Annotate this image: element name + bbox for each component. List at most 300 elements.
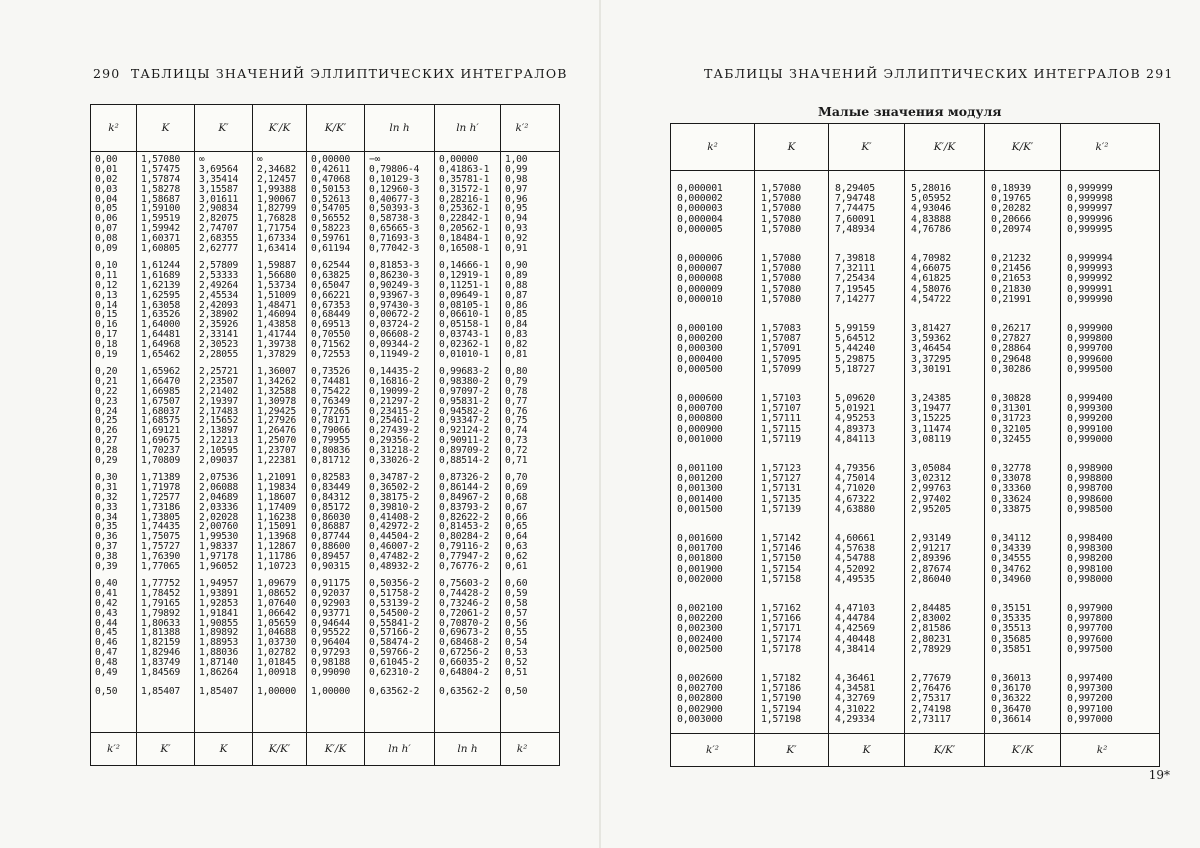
left-header-cell: ln h	[365, 105, 435, 151]
left-table-cell: 2,07536	[199, 472, 239, 483]
left-table-cell: 0,05	[95, 203, 118, 215]
left-footer-cell: K′/K	[307, 733, 365, 765]
left-row-group	[137, 261, 194, 360]
right-table-cell: 0,002100	[677, 603, 723, 614]
signature-mark: 19*	[1148, 768, 1170, 782]
right-table-cell: 1,57150	[761, 553, 801, 565]
left-table-cell: 1,79165	[141, 597, 181, 609]
left-table-cell: 0,51758-2	[369, 587, 420, 599]
left-table-cell: 0,40677-3	[369, 193, 420, 205]
left-table-cell: 2,03336	[199, 501, 239, 513]
left-page-number: 290	[93, 66, 121, 81]
right-row-group	[985, 394, 1060, 445]
left-table-cell: 0,79066	[311, 425, 351, 437]
left-table-cell: 0,98188	[311, 657, 351, 669]
left-table-cell: 0,06610-1	[439, 309, 490, 321]
left-table-cell: 0,59761	[311, 233, 351, 245]
left-table-cell: 0,93771	[311, 607, 351, 619]
right-table-cell: 4,95253	[835, 413, 875, 425]
left-row-group	[365, 367, 434, 466]
right-table-cell: 4,38414	[835, 643, 875, 655]
left-table-cell: 0,94	[505, 213, 528, 225]
right-running-head	[704, 66, 1174, 81]
left-table-cell: 0,86	[505, 299, 528, 311]
right-row-group	[985, 604, 1060, 655]
right-table-cell: 0,33624	[991, 493, 1031, 505]
left-table-cell: 2,13897	[199, 425, 239, 437]
right-table	[670, 123, 1160, 767]
left-table-cell: 1,66985	[141, 385, 181, 397]
left-table-cell: 1,88036	[199, 647, 239, 659]
left-table-cell: 1,77752	[141, 578, 181, 589]
right-table-cell: 1,57190	[761, 693, 801, 705]
left-table-cell: 0,42	[95, 597, 118, 609]
right-table-cell: 1,57186	[761, 683, 801, 695]
left-table-cell: 1,05659	[257, 617, 297, 629]
left-table-cell: 0,86887	[311, 521, 351, 533]
left-row-group	[137, 579, 194, 678]
left-table-cell: 0,25362-1	[439, 203, 490, 215]
left-table-cell: 1,82159	[141, 637, 181, 649]
right-table-cell: 0,31301	[991, 403, 1031, 415]
left-table-cell: 0,91	[505, 243, 528, 255]
left-table-cell: 0,96404	[311, 637, 351, 649]
left-table-cell: 0,78	[505, 385, 528, 397]
left-table-cell: 0,20562-1	[439, 223, 490, 235]
right-table-cell: 0,002900	[677, 703, 723, 715]
right-row-group	[905, 674, 984, 725]
left-table-cell: 1,60805	[141, 243, 181, 255]
left-table-cell: 0,31218-2	[369, 445, 420, 457]
right-table-cell: 0,29648	[991, 353, 1031, 365]
left-table-cell: 1,27926	[257, 415, 297, 427]
left-table-cell: 1,17409	[257, 501, 297, 513]
left-table-cell: 0,54705	[311, 203, 351, 215]
left-table-cell: 0,21	[95, 375, 118, 387]
right-table-cell: 2,81586	[911, 623, 951, 635]
left-table-cell: 0,48932-2	[369, 561, 420, 573]
left-table-cell: 0,49	[95, 667, 118, 679]
left-table-cell: −∞	[369, 154, 381, 165]
left-table-cell: 0,97293	[311, 647, 351, 659]
right-table-cell: 0,999995	[1067, 223, 1113, 235]
left-table-cell: 0,02	[95, 173, 118, 185]
right-table-cell: 1,57198	[761, 713, 801, 725]
left-table-cell: 0,19099-2	[369, 385, 420, 397]
left-table-cell: 0,06608-2	[369, 329, 420, 341]
left-table-cell: 2,09037	[199, 455, 239, 467]
right-table-cell: 0,001600	[677, 533, 723, 544]
left-table-cell: 0,74481	[311, 375, 351, 387]
right-table-cell: 7,94748	[835, 193, 875, 205]
left-table-cell: 0,63	[505, 541, 528, 553]
right-table-cell: 0,33875	[991, 503, 1031, 515]
left-table-cell: 1,30978	[257, 395, 297, 407]
left-table-cell: 1,91841	[199, 607, 239, 619]
left-table-cell: 0,81453-2	[439, 521, 490, 533]
left-table-cell: 0,33026-2	[369, 455, 420, 467]
left-table-cell: 1,61689	[141, 269, 181, 281]
right-table-cell: 0,997900	[1067, 603, 1113, 614]
left-table-cell: 1,64000	[141, 319, 181, 331]
left-table-cell: 0,82583	[311, 472, 351, 483]
right-table-cell: 0,000007	[677, 263, 723, 275]
left-table-cell: 0,02362-1	[439, 339, 490, 351]
left-table-cell: ∞	[199, 154, 205, 165]
left-table-cell: 0,64	[505, 531, 528, 543]
left-table-cell: 0,59	[505, 587, 528, 599]
left-table-cell: 0,07	[95, 223, 118, 235]
left-table-cell: 2,02028	[199, 511, 239, 523]
right-table-cell: 0,36013	[991, 673, 1031, 684]
right-table-cell: 4,61825	[911, 273, 951, 285]
right-table-cell: 2,73117	[911, 713, 951, 725]
right-table-cell: 0,997400	[1067, 673, 1113, 684]
left-table-cell: 0,25	[95, 415, 118, 427]
left-table-cell: 0,54500-2	[369, 607, 420, 619]
right-table-cell: 4,54788	[835, 553, 875, 565]
left-table-cell: 0,71	[505, 455, 528, 467]
right-table-cell: 0,000004	[677, 213, 723, 225]
left-table-body	[91, 151, 559, 733]
left-table-cell: 0,62544	[311, 260, 351, 271]
left-table-cell: 0,36	[95, 531, 118, 543]
right-table-cell: 0,000008	[677, 273, 723, 285]
left-table-cell: 1,06642	[257, 607, 297, 619]
right-page-number: 291	[1146, 66, 1174, 81]
left-table-cell: 0,69	[505, 481, 528, 493]
right-table-cell: 1,57142	[761, 533, 801, 544]
left-table-cell: 0,53139-2	[369, 597, 420, 609]
right-table-cell: 3,11474	[911, 423, 951, 435]
right-table-cell: 4,93046	[911, 203, 951, 215]
left-table-cell: 0,23415-2	[369, 405, 420, 417]
right-table-cell: 2,87674	[911, 563, 951, 575]
right-table-cell: 2,75317	[911, 693, 951, 705]
left-table-cell: 2,90834	[199, 203, 239, 215]
right-table-cell: 5,99159	[835, 323, 875, 334]
left-table-cell: 1,53734	[257, 279, 297, 291]
right-table-cell: 0,28864	[991, 343, 1031, 355]
right-table-cell: 4,29334	[835, 713, 875, 725]
left-table-cell: 0,11949-2	[369, 349, 420, 361]
left-table-cell: 0,12960-3	[369, 183, 420, 195]
left-table-cell: 0,14666-1	[439, 260, 490, 271]
left-row-group	[501, 155, 543, 254]
left-table-cell: 0,84967-2	[439, 491, 490, 503]
right-header-cell: K′	[829, 124, 905, 170]
left-table-cell: 0,08105-1	[439, 299, 490, 311]
left-table-cell: 1,75727	[141, 541, 181, 553]
right-table-cell: 7,25434	[835, 273, 875, 285]
left-footer-cell: k²	[516, 743, 528, 755]
left-table-cell: 0,42972-2	[369, 521, 420, 533]
left-table-cell: 0,52	[505, 657, 528, 669]
right-table-cell: 0,002300	[677, 623, 723, 635]
right-table-cell: 4,58076	[911, 283, 951, 295]
right-table-cell: 0,27827	[991, 333, 1031, 345]
right-table-cell: 1,57162	[761, 603, 801, 614]
left-table-cell: 3,01611	[199, 193, 239, 205]
right-table-cell: 1,57080	[761, 273, 801, 285]
right-table-cell: 0,998700	[1067, 483, 1113, 495]
left-table-footer	[91, 732, 559, 765]
right-table-cell: 0,35685	[991, 633, 1031, 645]
left-row-group	[253, 367, 306, 466]
right-table-cell: 0,999999	[1067, 183, 1113, 194]
right-table-cell: 4,67322	[835, 493, 875, 505]
right-table-cell: 7,60091	[835, 213, 875, 225]
left-table-cell: 0,96	[505, 193, 528, 205]
left-table-cell: 0,95	[505, 203, 528, 215]
left-table-cell: 0,65	[505, 521, 528, 533]
right-row-group	[829, 674, 904, 725]
left-table-cell: 0,85172	[311, 501, 351, 513]
right-table-cell: 0,999400	[1067, 393, 1113, 404]
left-table-cell: 0,36502-2	[369, 481, 420, 493]
right-table-cell: 1,57154	[761, 563, 801, 575]
left-row-group	[365, 579, 434, 678]
left-table-cell: 0,80	[505, 366, 528, 377]
right-table-cell: 1,57127	[761, 473, 801, 485]
right-row-group	[985, 184, 1060, 235]
right-table-cell: 4,75014	[835, 473, 875, 485]
right-table-cell: 0,997800	[1067, 613, 1113, 625]
right-table-cell: 0,21232	[991, 253, 1031, 264]
left-table-cell: 1,19834	[257, 481, 297, 493]
left-table-cell: 1,64968	[141, 339, 181, 351]
right-table-cell: 0,002700	[677, 683, 723, 695]
left-table-cell: 0,16816-2	[369, 375, 420, 387]
left-table-cell: 0,89709-2	[439, 445, 490, 457]
left-table-cell: 2,62777	[199, 243, 239, 255]
right-table-cell: 1,57080	[761, 183, 801, 194]
left-row-group	[253, 473, 306, 572]
left-table-cell: 0,69673-2	[439, 627, 490, 639]
right-table-cell: 0,36170	[991, 683, 1031, 695]
right-table-cell: 0,002600	[677, 673, 723, 684]
right-header-cell: K′/K	[905, 124, 985, 170]
left-table-cell: 2,38902	[199, 309, 239, 321]
right-table-cell: 2,86040	[911, 573, 951, 585]
left-table-cell: 0,27439-2	[369, 425, 420, 437]
left-table-cell: 0,14	[95, 299, 118, 311]
left-table-cell: 0,76	[505, 405, 528, 417]
right-table-cell: 4,54722	[911, 293, 951, 305]
right-table-cell: 5,01921	[835, 403, 875, 415]
left-table-cell: 1,82799	[257, 203, 297, 215]
left-running-head	[93, 66, 568, 81]
right-table-cell: 0,999200	[1067, 413, 1113, 425]
left-table-cell: 1,39738	[257, 339, 297, 351]
right-table-cell: 0,998500	[1067, 503, 1113, 515]
left-table-cell: 1,63058	[141, 299, 181, 311]
left-table-cell: 0,92124-2	[439, 425, 490, 437]
right-table-cell: 1,57119	[761, 433, 801, 445]
left-table-cell: 0,92	[505, 233, 528, 245]
left-row-group	[435, 261, 500, 360]
right-table-cell: 1,57080	[761, 213, 801, 225]
left-header-cell: K/K′	[307, 105, 365, 151]
right-table-cell: 1,57103	[761, 393, 801, 404]
right-table-cell: 0,997700	[1067, 623, 1113, 635]
left-column	[253, 151, 307, 733]
left-row-group	[91, 261, 136, 360]
left-table-cell: 0,09344-2	[369, 339, 420, 351]
right-table-cell: 0,30828	[991, 393, 1031, 404]
left-table-cell: 0,72	[505, 445, 528, 457]
right-footer-cell: k′²	[671, 734, 755, 766]
right-table-cell: 3,59362	[911, 333, 951, 345]
right-table-cell: 0,36322	[991, 693, 1031, 705]
right-table-cell: 4,32769	[835, 693, 875, 705]
left-table-cell: 1,61244	[141, 260, 181, 271]
left-table-cell: 1,37829	[257, 349, 297, 361]
right-table-cell: 0,001900	[677, 563, 723, 575]
right-table-cell: 0,21653	[991, 273, 1031, 285]
left-table-cell: 0,65047	[311, 279, 351, 291]
right-table-cell: 0,002000	[677, 573, 723, 585]
right-table-cell: 0,000700	[677, 403, 723, 415]
right-table-cell: 0,32105	[991, 423, 1031, 435]
left-table-cell: 0,39810-2	[369, 501, 420, 513]
left-table	[90, 104, 560, 766]
left-table-cell: ∞	[257, 154, 263, 165]
right-table-cell: 7,48934	[835, 223, 875, 235]
left-footer-cell: K′	[137, 733, 195, 765]
right-footer-cell: K′	[755, 734, 829, 766]
right-table-cell: 0,999992	[1067, 273, 1113, 285]
left-table-cell: 3,15587	[199, 183, 239, 195]
left-table-cell: 0,97430-3	[369, 299, 420, 311]
left-table-cell: 0,46007-2	[369, 541, 420, 553]
right-table-cell: 2,83002	[911, 613, 951, 625]
left-table-cell: 0,71562	[311, 339, 351, 351]
left-table-cell: 1,98337	[199, 541, 239, 553]
left-table-cell: 0,60	[505, 578, 528, 589]
left-table-cell: 1,74435	[141, 521, 181, 533]
left-table-cell: 1,81388	[141, 627, 181, 639]
right-table-cell: 0,998100	[1067, 563, 1113, 575]
left-table-cell: 0,87744	[311, 531, 351, 543]
right-table-cell: 3,30191	[911, 363, 951, 375]
right-row-group	[905, 184, 984, 235]
left-table-cell: 0,59766-2	[369, 647, 420, 659]
left-table-cell: 2,82075	[199, 213, 239, 225]
right-row-group	[985, 534, 1060, 585]
left-table-cell: 0,73246-2	[439, 597, 490, 609]
left-table-cell: 0,54	[505, 637, 528, 649]
left-table-cell: 0,67	[505, 501, 528, 513]
right-table-cell: 0,997000	[1067, 713, 1113, 725]
right-table-cell: 2,97402	[911, 493, 951, 505]
left-row-group	[137, 367, 194, 466]
left-table-cell: 0,81853-3	[369, 260, 420, 271]
right-row-group	[985, 324, 1060, 375]
right-table-cell: 5,09620	[835, 393, 875, 404]
left-column	[365, 151, 435, 733]
right-row-group	[905, 604, 984, 655]
left-table-cell: 1,01845	[257, 657, 297, 669]
left-table-cell: 0,41	[95, 587, 118, 599]
right-table-cell: 0,001800	[677, 553, 723, 565]
left-table-cell: 1,65962	[141, 366, 181, 377]
right-table-cell: 0,002200	[677, 613, 723, 625]
right-row-group	[1061, 184, 1143, 235]
left-table-cell: 0,70	[505, 472, 528, 483]
right-row-group	[829, 604, 904, 655]
left-table-cell: 1,71978	[141, 481, 181, 493]
left-table-cell: 1,57475	[141, 163, 181, 175]
left-table-cell: 0,06	[95, 213, 118, 225]
left-table-cell: 0,00	[95, 154, 118, 165]
left-table-cell: 1,66470	[141, 375, 181, 387]
right-table-cell: 0,999900	[1067, 323, 1113, 334]
left-table-cell: 0,43	[95, 607, 118, 619]
right-table-cell: 1,57166	[761, 613, 801, 625]
right-table-cell: 0,36614	[991, 713, 1031, 725]
left-table-cell: 0,17	[95, 329, 118, 341]
left-table-cell: 2,33141	[199, 329, 239, 341]
left-table-cell: 2,21402	[199, 385, 239, 397]
right-table-cell: 0,35513	[991, 623, 1031, 635]
left-table-cell: 0,84312	[311, 491, 351, 503]
left-header-cell: k²	[91, 105, 137, 151]
left-table-cell: 1,03730	[257, 637, 297, 649]
left-table-cell: 0,19	[95, 349, 118, 361]
left-table-cell: 1,68037	[141, 405, 181, 417]
left-table-cell: 0,12919-1	[439, 269, 490, 281]
left-table-cell: 1,69121	[141, 425, 181, 437]
left-table-cell: 2,68355	[199, 233, 239, 245]
right-footer-cell: K′/K	[985, 734, 1061, 766]
left-table-cell: 0,76776-2	[439, 561, 490, 573]
left-table-cell: 0,46	[95, 637, 118, 649]
right-row-group	[1061, 254, 1143, 305]
left-row-group	[253, 261, 306, 360]
right-table-cell: 0,33360	[991, 483, 1031, 495]
left-table-cell: 0,28216-1	[439, 193, 490, 205]
right-table-cell: 7,19545	[835, 283, 875, 295]
right-page	[600, 0, 1200, 848]
right-table-cell: 2,99763	[911, 483, 951, 495]
right-row-group	[905, 324, 984, 375]
right-table-cell: 1,57099	[761, 363, 801, 375]
left-table-cell: 0,25461-2	[369, 415, 420, 427]
right-row-group	[755, 534, 828, 585]
right-row-group	[829, 184, 904, 235]
left-row-group	[195, 155, 252, 254]
left-table-cell: 0,73526	[311, 366, 351, 377]
left-table-cell: 0,01	[95, 163, 118, 175]
right-table-cell: 1,57115	[761, 423, 801, 435]
left-table-cell: 0,77265	[311, 405, 351, 417]
right-table-cell: 4,34581	[835, 683, 875, 695]
left-table-cell: 2,53333	[199, 269, 239, 281]
left-table-cell: 1,75075	[141, 531, 181, 543]
left-table-cell: 0,74	[505, 425, 528, 437]
left-table-cell: 0,83	[505, 329, 528, 341]
left-table-cell: 0,38175-2	[369, 491, 420, 503]
right-table-cell: 0,002800	[677, 693, 723, 705]
right-row-group	[755, 254, 828, 305]
left-row-group	[307, 473, 364, 572]
left-table-cell: 1,69675	[141, 435, 181, 447]
left-table-cell: 0,74428-2	[439, 587, 490, 599]
left-table-cell: 0,66221	[311, 289, 351, 301]
left-table-cell: 0,16	[95, 319, 118, 331]
left-table-cell: 1,67507	[141, 395, 181, 407]
